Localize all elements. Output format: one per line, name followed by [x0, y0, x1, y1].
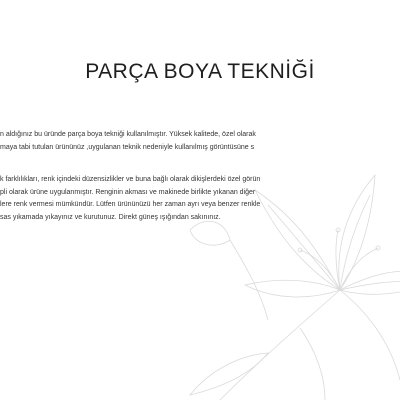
paragraph-care — [0, 174, 400, 224]
text-line: maya tabi tutulan ürününüz ,uygulanan teknik nedeniyle kullanılmış görüntüsüne s — [0, 143, 255, 151]
text-line: pli olarak ürüne uygulanmıştır. Renginin akması ve makinede birlikte yıkanan diğer — [0, 188, 256, 196]
page-title: PARÇA BOYA TEKNİĞİ — [85, 60, 315, 83]
text-line: n aldığınız bu üründe parça boya tekniği kullanılmıştır. Yüksek kalitede, özel olarak — [0, 131, 256, 138]
paragraph-technique — [0, 129, 400, 154]
text-line: k farklılıkları, renk içindeki düzensizlikler ve buna bağlı olarak dikişlerdeki özel görün — [0, 176, 261, 183]
text-line: lere renk vermesi mümkündür. Lütfen ürününüzü her zaman ayrı veya benzer renkle — [0, 201, 261, 208]
text-line: sas yıkamada yıkayınız ve kurutunuz. Direkt güneş ışığından sakınınız. — [0, 213, 221, 221]
